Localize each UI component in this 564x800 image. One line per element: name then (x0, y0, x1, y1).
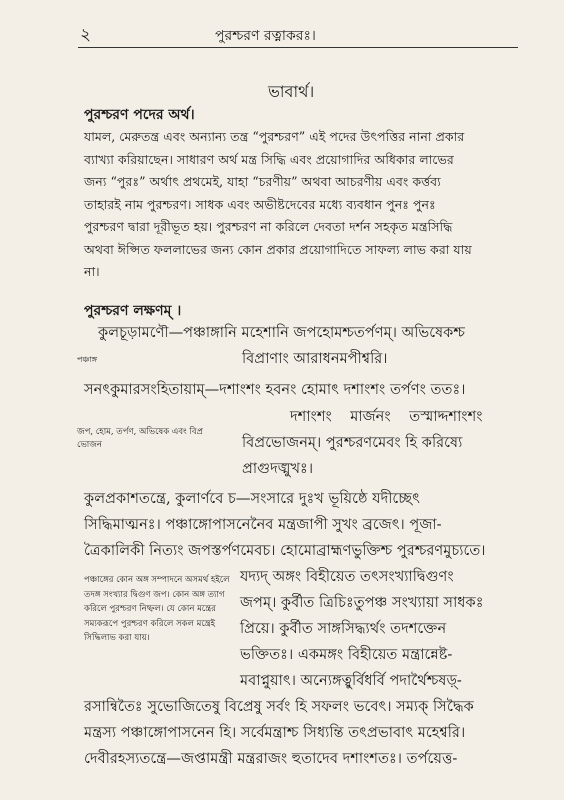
running-title: পুরশ্চরণ রত্নাকরঃ। (215, 28, 316, 44)
text-line: জপম্। কুর্বীত ত্রিচিঃতুপঞ্চ সংখ্যায়া সাধকঃ (240, 594, 484, 611)
sanatkumara-line-1: সনৎকুমারসংহিতায়াম্—দশাংশং হবনং হোমাৎ দশাংশং তর্পণং ততঃ। (84, 381, 466, 398)
text-line: ত্রৈকালিকী নিত্যং জপস্তর্পণমেবচ। হোমোব্রাহ্মণভুক্তিশ্চ পুরশ্চরণমুচ্যতে। (84, 542, 486, 559)
kulachudamani-line-2: বিপ্রাণাং আরাধনমপীশ্বরি। (242, 350, 388, 367)
kulachudamani-line-1: কুলচূড়ামণৌ—পঞ্চাঙ্গানি মহেশানি জপহোমশ্চতর্পণম্। অভিষেকশ্চ (98, 324, 465, 341)
text-line: দেবীরহস্যতন্ত্রে—জপ্তামন্ত্রী মন্ত্ররাজং হুতাদেব দশাংশতঃ। তর্পয়েত্ত- (84, 750, 458, 767)
paragraph-line: অথবা ঈপ্সিত ফললাভের জন্য কোন প্রকার প্রয়োগাদিতে সাফল্য লাভ করা যায় (84, 241, 472, 257)
paragraph-line: ব্যাখ্যা করিয়াছেন। সাধারণ অর্থ মন্ত্র সিদ্ধি এবং প্রয়োগাদির অধিকার লাভের (84, 151, 454, 167)
margin-note-panchanga: পঞ্চাঙ্গ (77, 355, 98, 364)
text-line: প্রিয়ে। কুর্বীত সাঙ্গসিদ্ধ্যর্থং তদশক্তেন (240, 620, 447, 637)
text-line: যদ্যদ্ অঙ্গং বিহীয়েত তৎসংখ্যাদ্বিগুণং (240, 568, 454, 585)
header-rule (78, 47, 518, 48)
text-line: মবাপ্নুয়াৎ। অন্যেঙ্গত্বুর্বিধর্বি পদার্থৈশ্চষড়্- (240, 672, 462, 689)
text-line: কুলপ্রকাশতন্ত্রে, কুলার্ণবে চ—সংসারে দুঃখ ভূয়িষ্ঠে যদীচ্ছেৎ (84, 490, 420, 507)
text-line: ভক্তিতঃ। একমঙ্গং বিহীয়েত মন্ত্রান্নেষ্ট- (240, 646, 453, 663)
text-line: সিদ্ধিমাত্মনঃ। পঞ্চাঙ্গোপাসনেনৈব মন্ত্রজাপী সুখং ব্রজেৎ। পূজা- (84, 516, 442, 533)
lakshana-heading: পুরশ্চরণ লক্ষণম্ । (84, 303, 182, 319)
paragraph-line: পুরশ্চরণ দ্বারা দূরীভূত হয়। পুরশ্চরণ না করিলে দেবতা দর্শন সহকৃত মন্ত্রসিদ্ধি (84, 219, 453, 234)
kulaprakasha-block (84, 486, 536, 564)
right-column-block (240, 564, 536, 694)
section-title: ভাবার্থ। (268, 82, 315, 101)
intro-paragraph (84, 126, 522, 284)
paragraph-line: তাহারই নাম পুরশ্চরণ। সাধক এবং অভীষ্টদেবের মধ্যে ব্যবধান পুনঃ পুনঃ (84, 196, 436, 212)
paragraph-line: যামল, মেরুতন্ত্র এবং অন্যান্য তন্ত্র “পুরশ্চরণ” এই পদের উৎপত্তির নানা প্রকার (84, 129, 465, 144)
text-line: মন্ত্রস্য পঞ্চাঙ্গোপাসনেন হি। সর্বেমন্ত্রাশ্চ সিধ্যন্তি তৎপ্রভাবাৎ মহেশ্বরি। (84, 724, 466, 741)
sanatkumara-line-2: দশাংশং মার্জনং তস্মাদ্দশাংশং (290, 408, 483, 425)
text-line: রসান্বিতৈঃ সুভোজিতেষু বিপ্রেষু সর্বং হি সফলং ভবেৎ। সম্যক্ সিদ্ধৈক (84, 698, 474, 715)
sanatkumara-line-3: বিপ্রভোজনম্। পুরশ্চরণমেবং হি করিষ্যে (242, 434, 463, 451)
paragraph-line: না। (84, 264, 100, 279)
sanatkumara-line-4: প্রাগুদঙ্মুখঃ। (242, 460, 314, 477)
margin-note-japa: জপ, হোম, তর্পণ, অভিষেক এবং বিপ্র ভোজন (77, 427, 203, 450)
subheading: পুরশ্চরণ পদের অর্থ। (84, 107, 195, 123)
tail-block (84, 694, 536, 772)
paragraph-line: জন্য “পুরঃ” অর্থাৎ প্রথমেই, যাহা “চরণীয়” অথবা আচরণীয় এবং কর্ত্তব্য (84, 174, 441, 189)
margin-note-anga: পঞ্চাঙ্গের কোন অঙ্গ সম্পাদনে অসমর্থ হইলে তদঙ্গ সংখ্যার দ্বিগুণ জপ। কোন অঙ্গ ত্যাগ করিলে পুরশ্চরণ নিষ্ফল। যে কোন মন্ত্রের সম্যকরূপে পুরশ্চরণ করিলে সকল মন্ত্রেই সিদ্ধিলাভ করা যায়। (84, 575, 230, 643)
page-number: ২ (80, 25, 92, 45)
